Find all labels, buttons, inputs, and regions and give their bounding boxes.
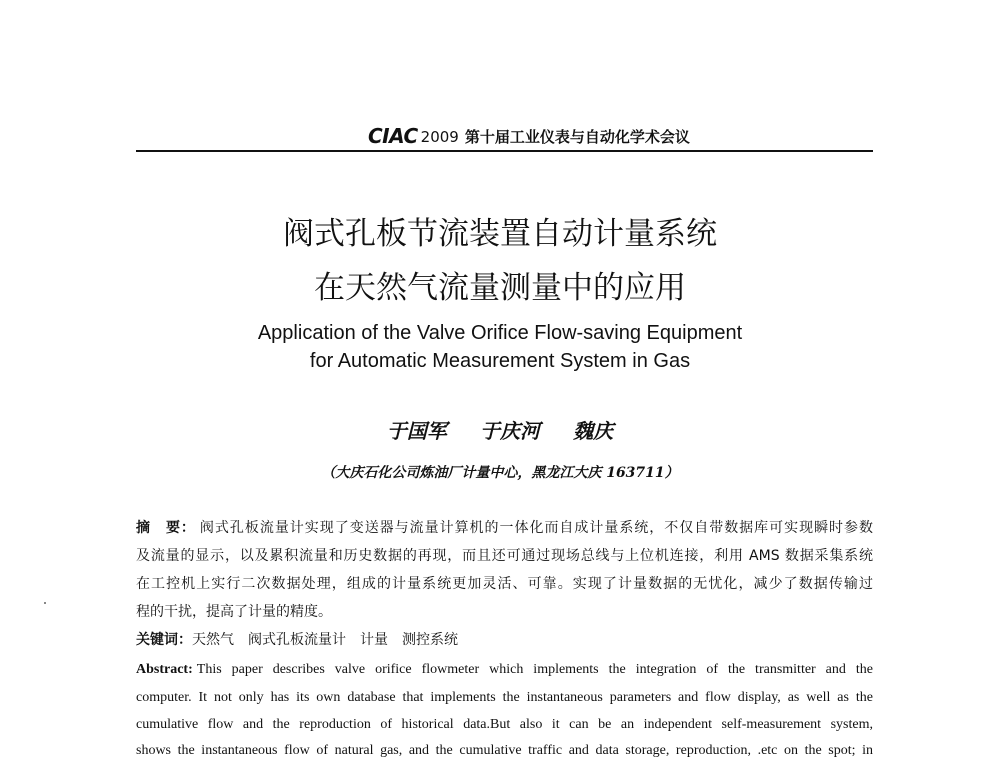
abstract-en-line-3: cumulative flow and the reproduction of historical data.But also it can be an independent self-measurement system,	[136, 717, 873, 732]
conference-name: 第十届工业仪表与自动化学术会议	[464, 128, 690, 146]
abstract-cn-line-3: 在工控机上实行二次数据处理，组成的计量系统更加灵活、可靠。实现了计量数据的无忧化，减少了数据传输过	[136, 576, 873, 592]
abstract-cn-line-4: 程的干扰，提高了计量的精度。	[136, 604, 332, 620]
abstract-cn-label: 摘 要：	[136, 520, 196, 536]
header-divider	[136, 150, 873, 152]
abstract-en-line-1	[136, 660, 873, 680]
abstract-en-line-2: computer. It not only has its own database that implements the instantaneous parameters and flow display, as well as the	[136, 690, 873, 705]
keywords-label: 关键词：	[136, 632, 192, 648]
abstract-en-line-4: shows the instantaneous flow of natural gas, and the cumulative traffic and data storage, reproduction, .etc on the spot; in	[136, 743, 873, 758]
abstract-en-label: Abstract:	[136, 662, 193, 677]
abstract-cn-line-2: 及流量的显示，以及累积流量和历史数据的再现，而且还可通过现场总线与上位机连接，利用 AMS 数据采集系统	[136, 548, 873, 564]
author-1: 于国军	[386, 419, 447, 443]
title-cn-line-2: 在天然气流量测量中的应用	[314, 270, 686, 306]
title-en-line-2: for Automatic Measurement System in Gas	[309, 350, 691, 372]
author-3: 魏庆	[573, 419, 614, 443]
scan-speck	[44, 602, 46, 604]
running-header	[368, 118, 690, 148]
keyword-item: 测控系统	[402, 632, 458, 648]
keyword-item: 计量	[360, 632, 388, 648]
conference-year: 2009	[420, 128, 459, 146]
author-2: 于庆河	[480, 419, 540, 443]
affiliation: （大庆石化公司炼油厂计量中心，黑龙江大庆 163711）	[321, 465, 679, 481]
title-en-line-1: Application of the Valve Orifice Flow-saving Equipment	[257, 322, 743, 344]
keyword-item: 天然气	[192, 632, 234, 648]
author-list	[0, 417, 1000, 445]
conference-logo: CIAC	[368, 124, 418, 148]
abstract-cn-text: 阀式孔板流量计实现了变送器与流量计算机的一体化而自成计量系统，不仅自带数据库可实现瞬时参数	[199, 520, 873, 536]
keyword-item: 阀式孔板流量计	[248, 632, 346, 648]
abstract-cn-line-1	[136, 518, 873, 538]
title-cn-line-1: 阀式孔板节流装置自动计量系统	[283, 216, 717, 252]
keywords-line	[136, 630, 472, 650]
abstract-en-text: This paper describes valve orifice flowmeter which implements the integration of the transmitter and the	[196, 662, 873, 677]
